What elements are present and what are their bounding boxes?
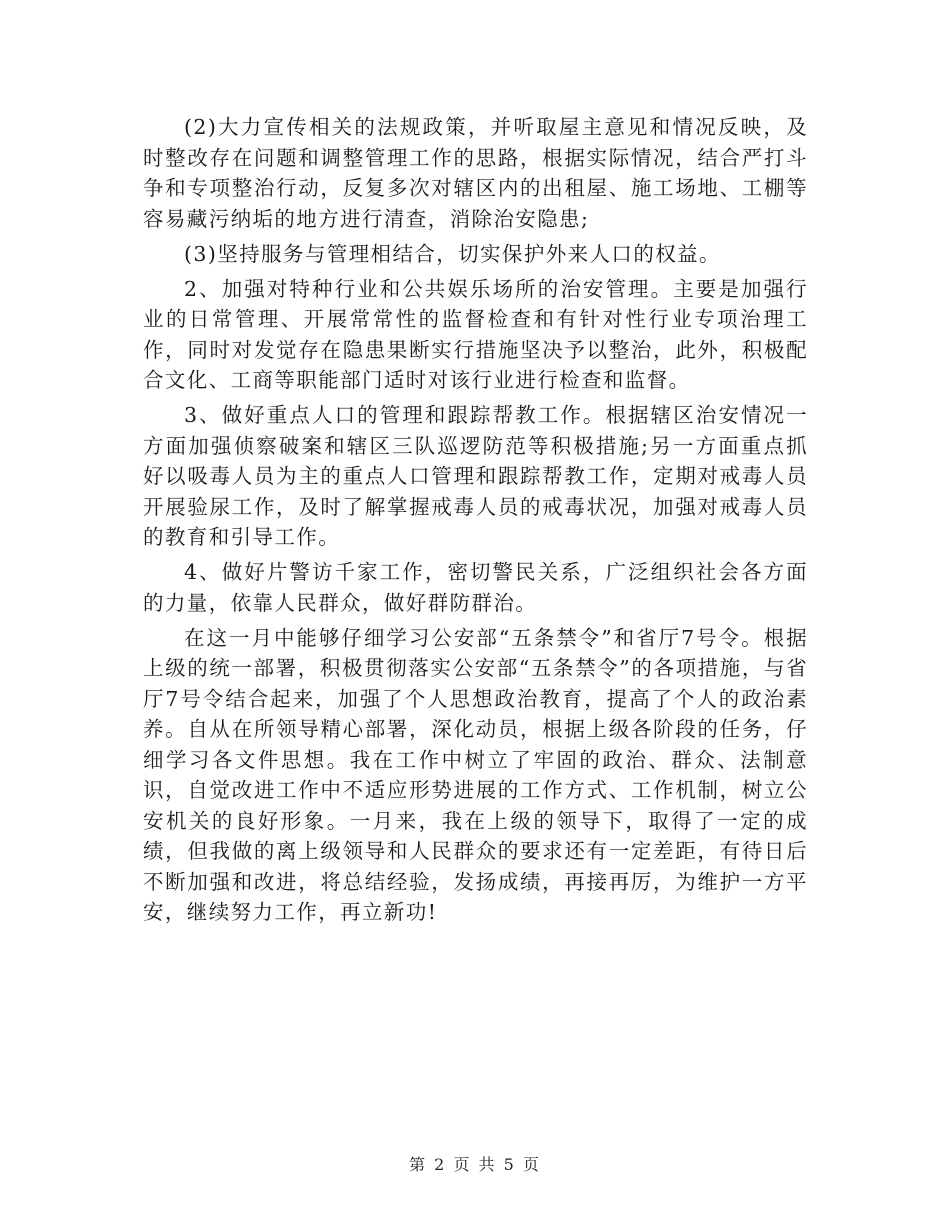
- paragraph-key-population: 3、做好重点人口的管理和跟踪帮教工作。根据辖区治安情况一方面加强侦察破案和辖区三队巡逻防范等积极措施;另一方面重点抓好以吸毒人员为主的重点人口管理和跟踪帮教工作，定期对戒毒人员开展验尿工作，及时了解掌握戒毒人员的戒毒状况，加强对戒毒人员的教育和引导工作。: [143, 403, 808, 549]
- paragraph-community-policing: 4、做好片警访千家工作，密切警民关系，广泛组织社会各方面的力量，依靠人民群众，做好群防群治。: [143, 560, 808, 615]
- document-body: [143, 112, 808, 928]
- page-number-indicator: 第 2 页 共 5 页: [409, 1155, 541, 1174]
- paragraph-item-3-service: (3)坚持服务与管理相结合，切实保护外来人口的权益。: [184, 241, 721, 266]
- page-footer: [0, 1152, 950, 1175]
- paragraph-special-industries: 2、加强对特种行业和公共娱乐场所的治安管理。主要是加强行业的日常管理、开展常常性的监督检查和有针对性行业专项治理工作，同时对发觉存在隐患果断实行措施坚决予以整治，此外，积极配合文化、工商等职能部门适时对该行业进行检查和监督。: [143, 276, 808, 392]
- paragraph-item-2-publicity: (2)大力宣传相关的法规政策，并听取屋主意见和情况反映，及时整改存在问题和调整管理工作的思路，根据实际情况，结合严打斗争和专项整治行动，反复多次对辖区内的出租屋、施工场地、工棚等容易藏污纳垢的地方进行清查，消除治安隐患;: [143, 115, 808, 231]
- paragraph-study-summary: 在这一月中能够仔细学习公安部“五条禁令”和省厅7号令。根据上级的统一部署，积极贯彻落实公安部“五条禁令”的各项措施，与省厅7号令结合起来，加强了个人思想政治教育，提高了个人的政治素养。自从在所领导精心部署，深化动员，根据上级各阶段的任务，仔细学习各文件思想。我在工作中树立了牢固的政治、群众、法制意识，自觉改进工作中不适应形势进展的工作方式、工作机制，树立公安机关的良好形象。一月来，我在上级的领导下，取得了一定的成绩，但我做的离上级领导和人民群众的要求还有一定差距，有待日后不断加强和改进，将总结经验，发扬成绩，再接再厉，为维护一方平安，继续努力工作，再立新功!: [143, 625, 808, 924]
